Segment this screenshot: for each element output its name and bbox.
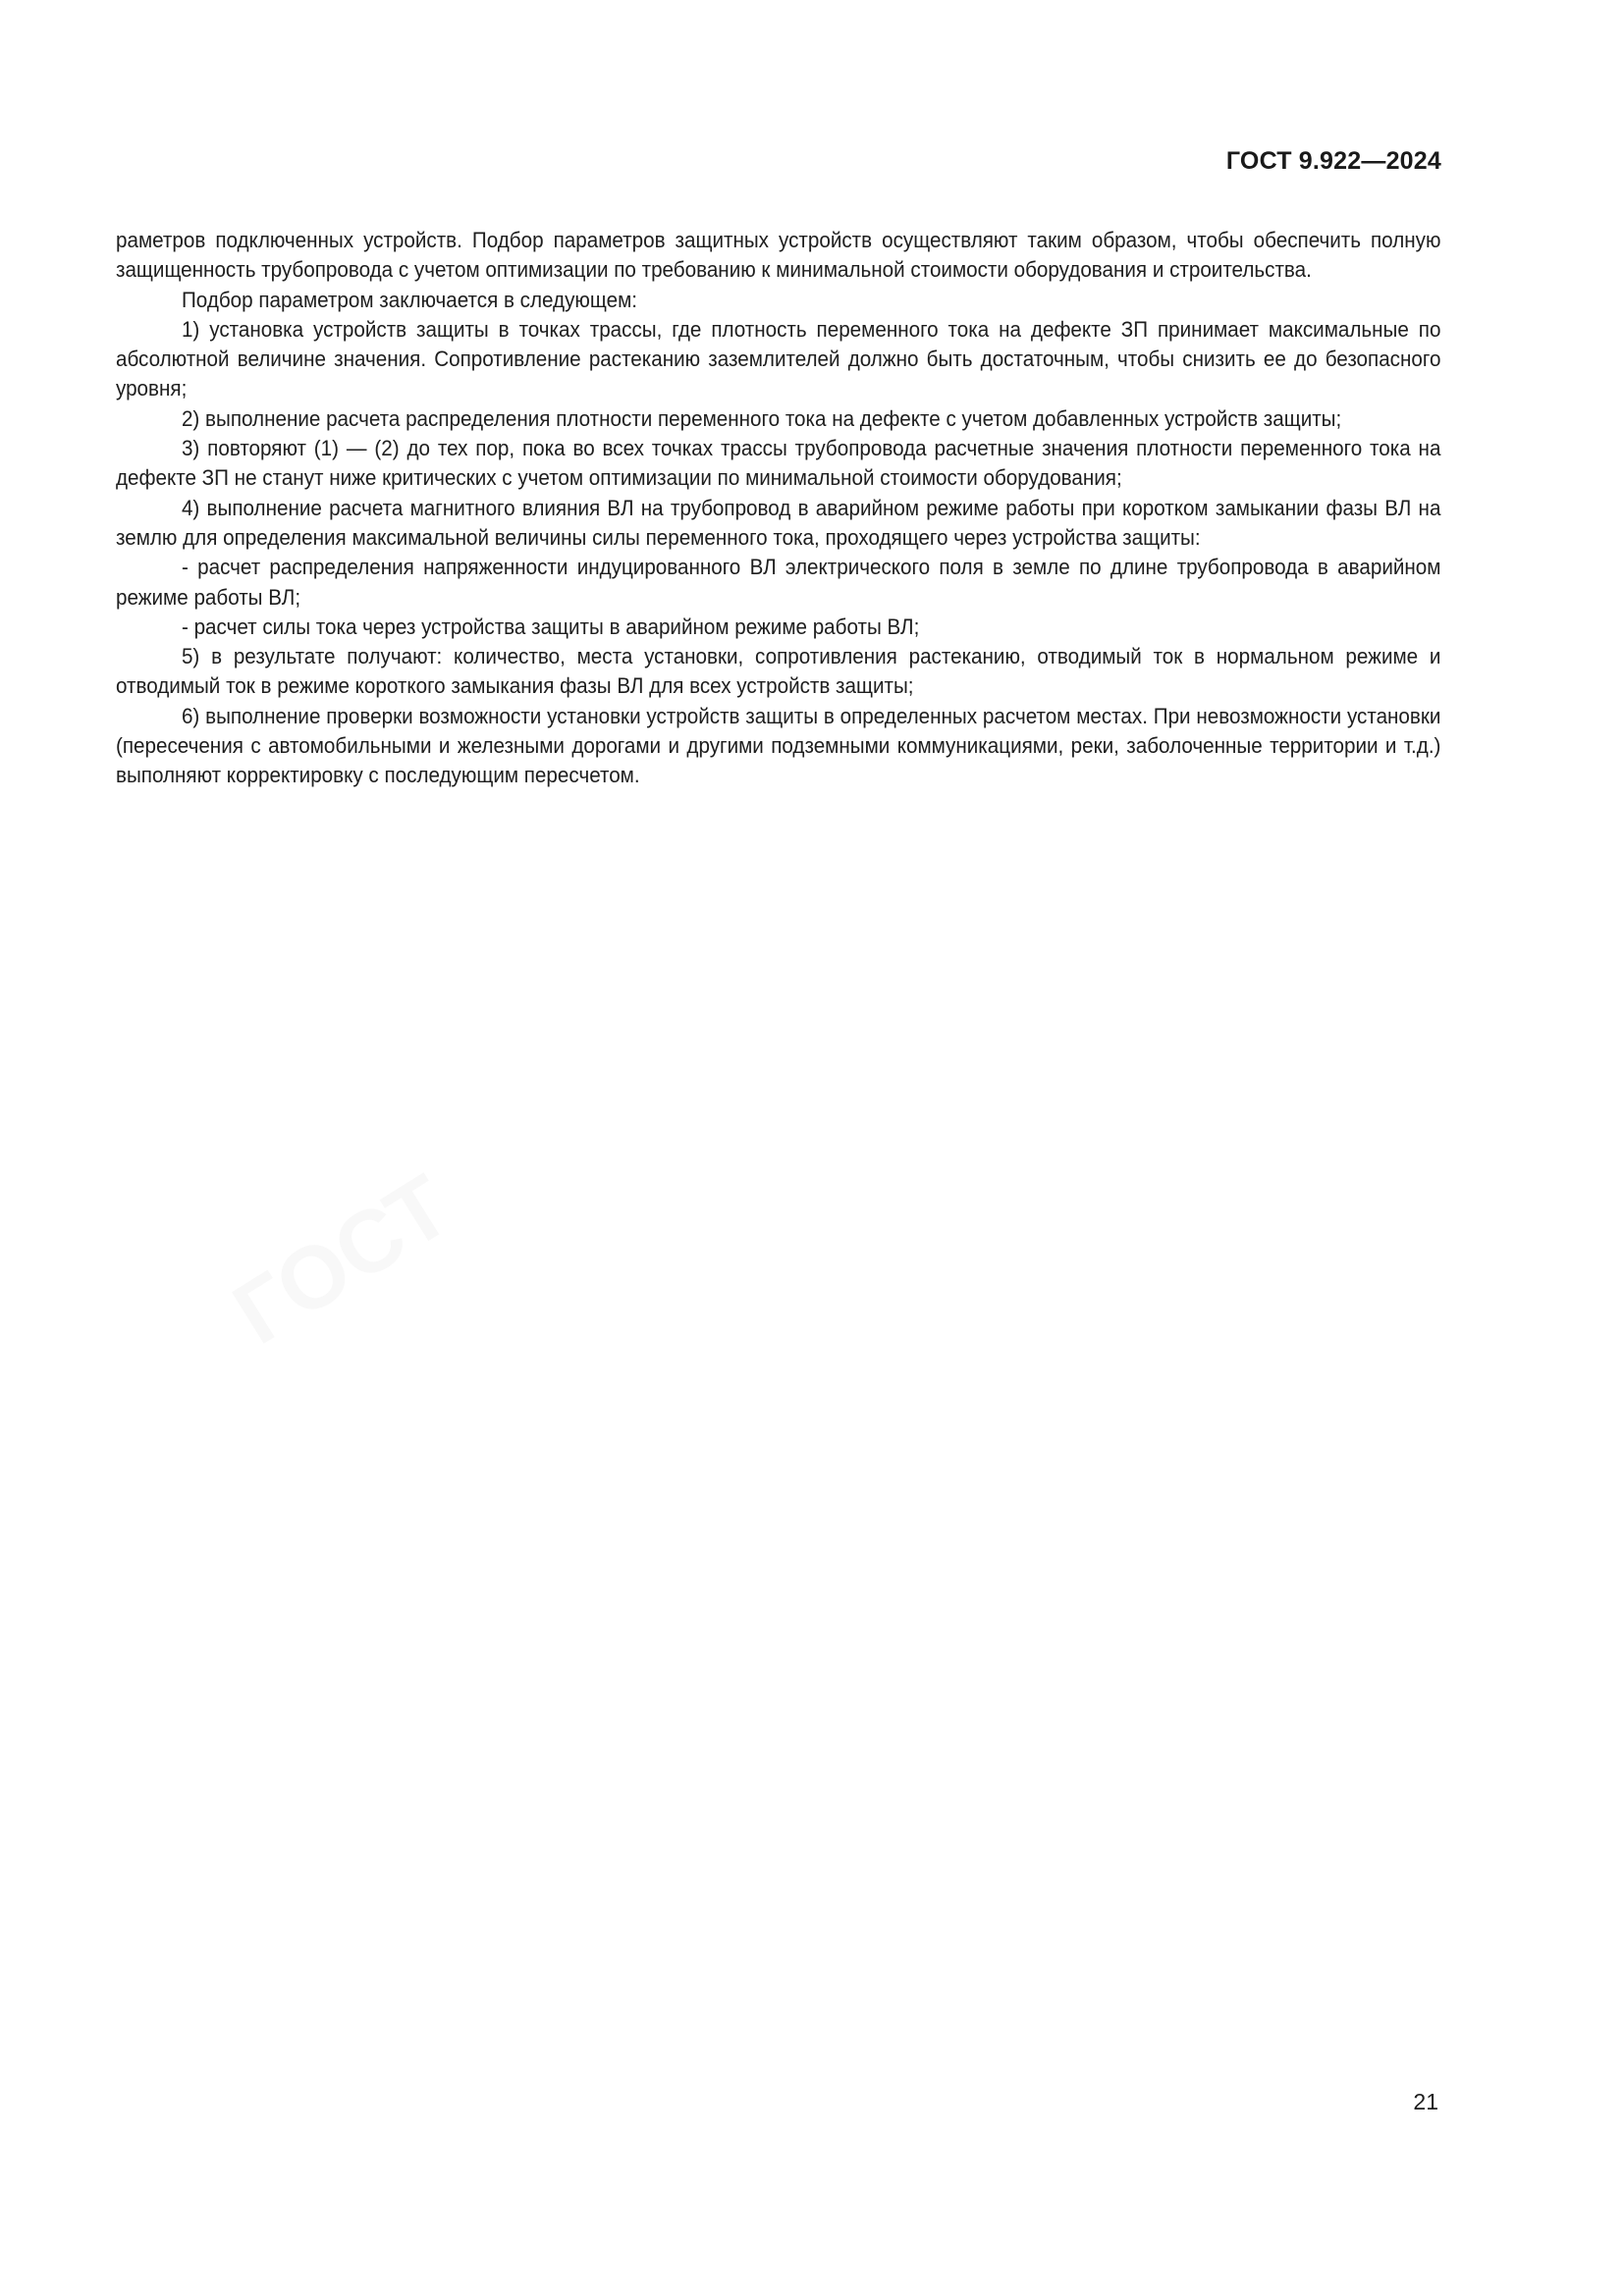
- list-item-2: 2) выполнение расчета распределения плотности переменного тока на дефекте с учетом добавленных устройств защиты;: [181, 405, 1342, 431]
- list-item-3: 3) повторяют (1) — (2) до тех пор, пока во всех точках трассы трубопровода расчетные значения плотности переменного тока на дефекте ЗП не станут ниже критических с учетом оптимизации по минимальной стоимости оборудования;: [116, 436, 1441, 491]
- watermark: [217, 916, 1060, 1696]
- paragraph-continuation: раметров подключенных устройств. Подбор параметров защитных устройств осуществляют таким образом, чтобы обеспечить полную защищенность трубопровода с учетом оптимизации по требованию к минимальной стоимости оборудования и строительства.: [116, 228, 1441, 283]
- list-item-4: 4) выполнение расчета магнитного влияния ВЛ на трубопровод в аварийном режиме работы при коротком замыкании фазы ВЛ на землю для определения максимальной величины силы переменного тока, проходящего через устройства защиты:: [116, 495, 1441, 550]
- paragraph-intro: Подбор параметром заключается в следующем:: [181, 287, 638, 312]
- body-text: [116, 226, 1440, 791]
- standard-code-header: ГОСТ 9.922—2024: [1225, 147, 1441, 175]
- page-number: 21: [1413, 2089, 1438, 2114]
- list-item-5: 5) в результате получают: количество, места установки, сопротивления растеканию, отводимый ток в нормальном режиме и отводимый ток в режиме короткого замыкания фазы ВЛ для всех устройств защиты;: [116, 644, 1441, 699]
- sub-item-field-distribution: - расчет распределения напряженности индуцированного ВЛ электрического поля в земле по длине трубопровода в аварийном режиме работы ВЛ;: [116, 555, 1441, 610]
- sub-item-current-calculation: - расчет силы тока через устройства защиты в аварийном режиме работы ВЛ;: [181, 614, 920, 639]
- list-item-6: 6) выполнение проверки возможности установки устройств защиты в определенных расчетом местах. При невозможности установки (пересечения с автомобильными и железными дорогами и другими подземными коммуникациями, реки, заболоченные территории и т.д.) выполняют корректировку с последующим пересчетом.: [116, 703, 1441, 788]
- list-item-1: 1) установка устройств защиты в точках трассы, где плотность переменного тока на дефекте ЗП принимает максимальные по абсолютной величине значения. Сопротивление растеканию заземлителей должно быть достаточным, чтобы снизить ее до безопасного уровня;: [116, 316, 1441, 401]
